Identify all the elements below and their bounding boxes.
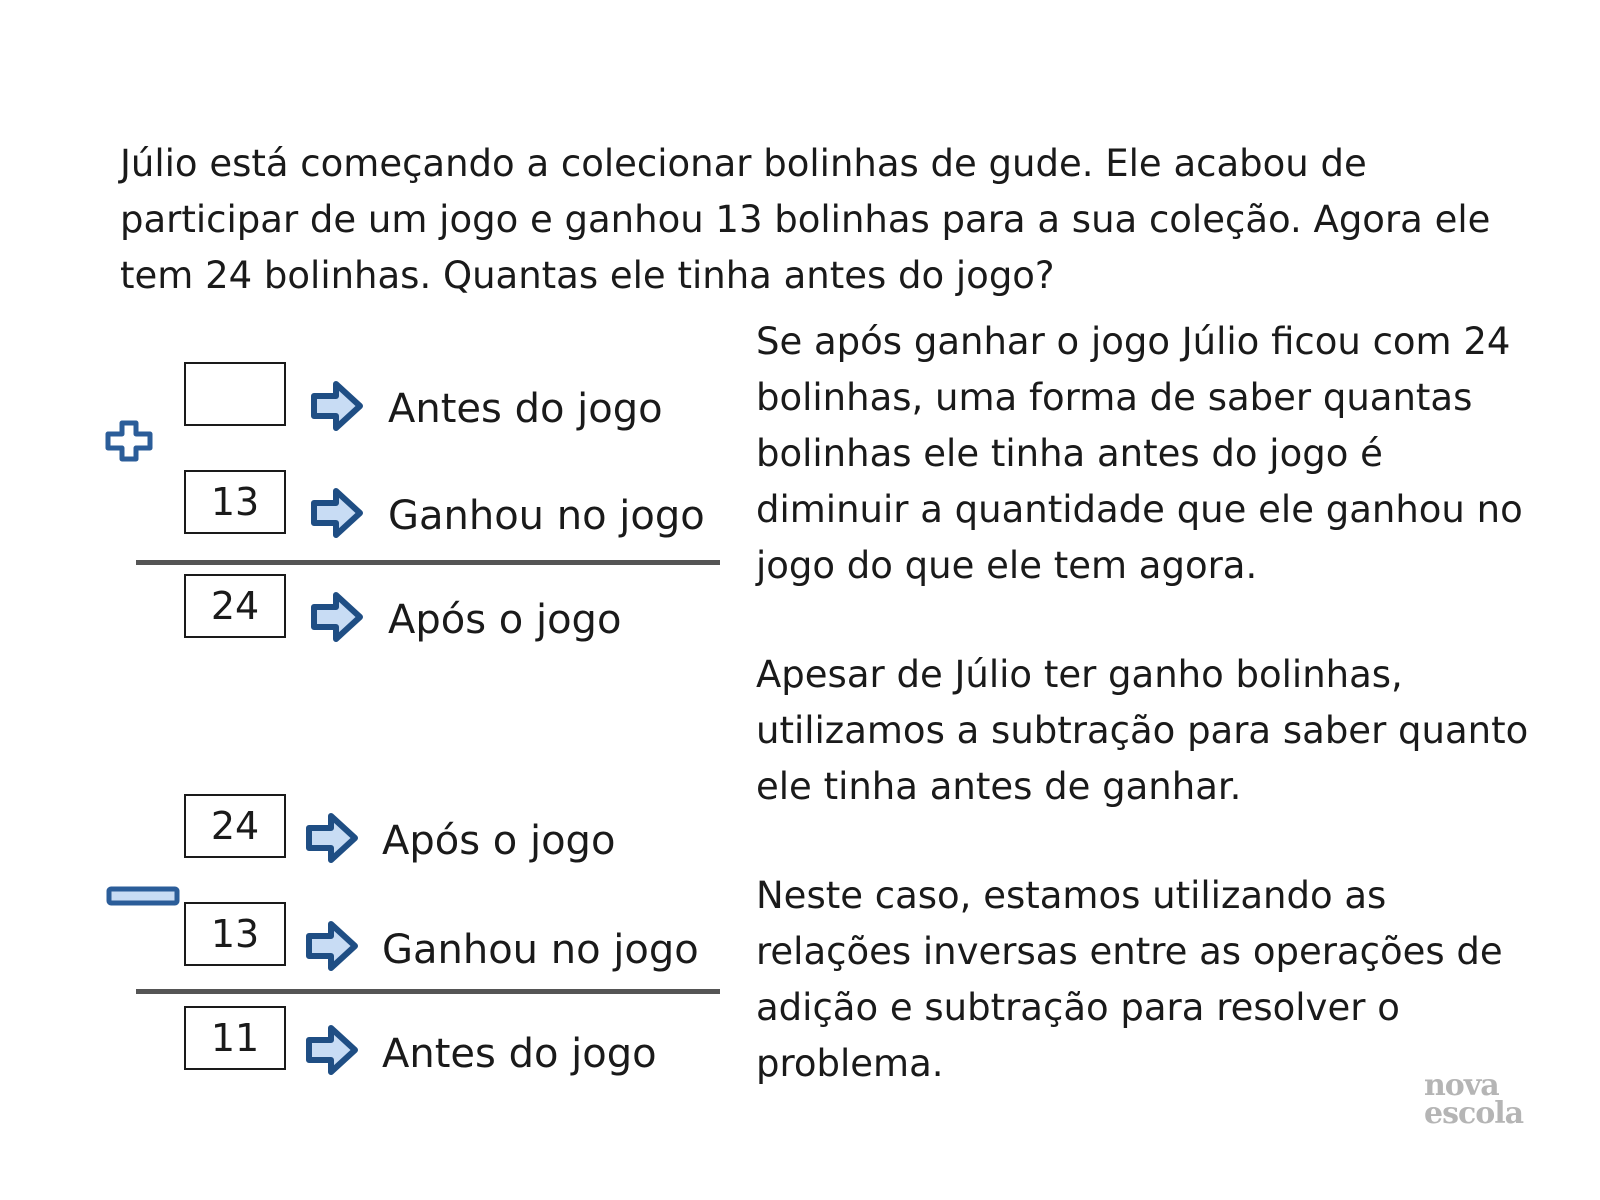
difference-rule <box>136 989 720 994</box>
label-ganhou-no-jogo: Ganhou no jogo <box>388 493 705 539</box>
logo-line-2: escola <box>1424 1096 1524 1131</box>
label-antes-do-jogo: Antes do jogo <box>382 1031 657 1077</box>
value-box: 13 <box>184 902 286 966</box>
right-arrow-icon <box>305 1024 359 1076</box>
right-arrow-icon <box>305 812 359 864</box>
label-ganhou-no-jogo: Ganhou no jogo <box>382 927 699 973</box>
nova-escola-logo <box>1424 1068 1524 1131</box>
right-arrow-icon <box>310 591 364 643</box>
answer-box: 11 <box>184 1006 286 1070</box>
value-box: 24 <box>184 794 286 858</box>
minus-icon <box>106 886 180 908</box>
explanation-paragraph-3: Neste caso, estamos utilizando as relações inversas entre as operações de adição e subtração para resolver o problema. <box>756 874 1503 1085</box>
value-box: 13 <box>184 470 286 534</box>
answer-box-empty <box>184 362 286 426</box>
value-box: 24 <box>184 574 286 638</box>
logo-line-1: nova <box>1424 1068 1499 1103</box>
label-apos-o-jogo: Após o jogo <box>382 818 616 864</box>
explanation-paragraph-1: Se após ganhar o jogo Júlio ficou com 24 bolinhas, uma forma de saber quantas bolinhas ele tinha antes do jogo é diminuir a quantidade que ele ganhou no jogo do que ele tem agora. <box>756 320 1523 587</box>
right-arrow-icon <box>305 920 359 972</box>
label-antes-do-jogo: Antes do jogo <box>388 386 663 432</box>
right-arrow-icon <box>310 380 364 432</box>
sum-rule <box>136 560 720 565</box>
right-arrow-icon <box>310 487 364 539</box>
explanation-paragraph-2: Apesar de Júlio ter ganho bolinhas, utilizamos a subtração para saber quanto ele tinha antes de ganhar. <box>756 653 1529 808</box>
plus-icon <box>104 420 154 462</box>
problem-statement: Júlio está começando a colecionar bolinhas de gude. Ele acabou de participar de um jogo e ganhou 13 bolinhas para a sua coleção. Agora ele tem 24 bolinhas. Quantas ele tinha antes do jogo? <box>120 142 1491 297</box>
label-apos-o-jogo: Após o jogo <box>388 597 622 643</box>
